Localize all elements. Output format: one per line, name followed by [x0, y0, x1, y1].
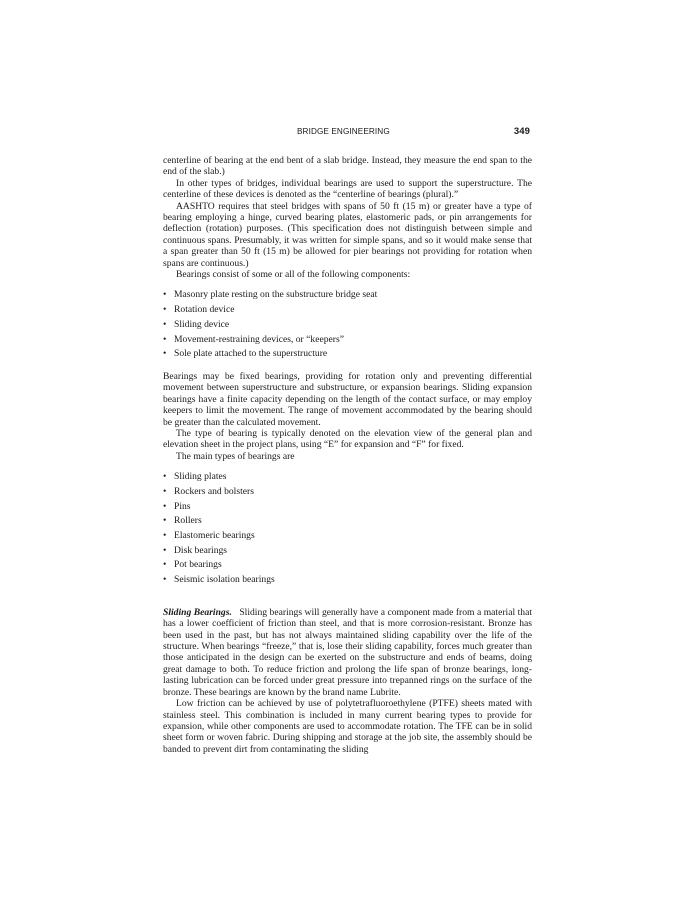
- page-number: 349: [513, 126, 530, 137]
- paragraph-sliding-bearings: [163, 607, 532, 698]
- sliding-bearings-text: Sliding bearings will generally have a component made from a material that has a lower coefficient of friction than steel, and that is more corrosion-resistant. Bronze has been used in the past, but has not always maintained sliding capability over the life of the structure. When bearings “freeze,” that is, lose their sliding capability, forces much greater than those anticipated in the design can be exerted on the substructure and ends of beams, doing great damage to both. To reduce friction and prolong the life span of bronze bearings, long-lasting lubrication can be forced under great pressure into trepanned rings on the surface of the bronze. These bearings are known by the brand name Lubrite.: [163, 606, 533, 698]
- list-item: • Seismic isolation bearings: [163, 573, 532, 588]
- list-item: • Sole plate attached to the superstructure: [163, 347, 532, 362]
- bullet-icon: •: [163, 304, 167, 316]
- list-item: • Pot bearings: [163, 558, 532, 573]
- list-item: • Masonry plate resting on the substructure bridge seat: [163, 288, 532, 303]
- running-header: [163, 125, 532, 139]
- running-header-title: BRIDGE ENGINEERING: [297, 127, 390, 136]
- bullet-icon: •: [163, 559, 167, 571]
- paragraph-fixed-expansion: Bearings may be fixed bearings, providing for rotation only and preventing differential movement between superstructure and substructure, or expansion bearings. Sliding expansion bearings have a finite capacity depending on the length of the contact surface, or may employ keepers to limit the movement. The range of movement accommodated by the bearing should be greater than the calculated movement.: [163, 370, 532, 428]
- bearing-components-list: [163, 288, 532, 362]
- section-title-sliding-bearings: Sliding Bearings.: [163, 606, 232, 618]
- bullet-icon: •: [163, 500, 167, 512]
- paragraph-ptfe: Low friction can be achieved by use of polytetrafluoroethylene (PTFE) sheets mated with stainless steel. This combination is included in many current bearing types to provide for expansion, while other components are used to accommodate rotation. The TFE can be in solid sheet form or woven fabric. During shipping and storage at the job site, the assembly should be banded to prevent dirt from contaminating the sliding: [163, 698, 532, 755]
- list-item: • Sliding device: [163, 318, 532, 333]
- paragraph-bearing-components-intro: Bearings consist of some or all of the following components:: [176, 269, 411, 281]
- paragraph-bearing-notation: The type of bearing is typically denoted on the elevation view of the general plan and elevation sheet in the project plans, using “E” for expansion and “F” for fixed.: [163, 428, 532, 451]
- bullet-icon: •: [163, 485, 167, 497]
- list-item: • Disk bearings: [163, 544, 532, 559]
- bullet-icon: •: [163, 574, 167, 586]
- paragraph-aashto-requirement: AASHTO requires that steel bridges with spans of 50 ft (15 m) or greater have a type of bearing employing a hinge, curved bearing plates, elastomeric pads, or pin arrangements for deflection (rotation) purposes. (This specification does not distinguish between simple and continuous spans. Presumably, it was written for simple spans, and so it would make sense that a span greater than 50 ft (15 m) be allowed for pier bearings not providing for rotation when spans are continuous.): [163, 200, 532, 269]
- document-page: [163, 125, 532, 755]
- bearing-types-list: [163, 470, 532, 588]
- list-item: • Movement-restraining devices, or “keepers”: [163, 333, 532, 348]
- bullet-icon: •: [163, 289, 167, 301]
- body-text: [163, 155, 532, 755]
- bullet-icon: •: [163, 530, 167, 542]
- bullet-icon: •: [163, 515, 167, 527]
- section-spacer: [163, 597, 532, 607]
- list-item: • Sliding plates: [163, 470, 532, 485]
- paragraph-continued: centerline of bearing at the end bent of a slab bridge. Instead, they measure the end span to the end of the slab.): [163, 155, 532, 178]
- paragraph-main-types-intro: The main types of bearings are: [176, 450, 295, 462]
- paragraph-individual-bearings: In other types of bridges, individual bearings are used to support the superstructure. The centerline of these devices is denoted as the “centerline of bearings (plural).”: [163, 177, 532, 201]
- list-item: • Pins: [163, 500, 532, 515]
- bullet-icon: •: [163, 544, 167, 556]
- list-item: • Rockers and bolsters: [163, 485, 532, 500]
- bullet-icon: •: [163, 318, 167, 330]
- bullet-icon: •: [163, 348, 167, 360]
- list-item: • Elastomeric bearings: [163, 529, 532, 544]
- list-item: • Rollers: [163, 514, 532, 529]
- bullet-icon: •: [163, 471, 167, 483]
- list-item: • Rotation device: [163, 303, 532, 318]
- bullet-icon: •: [163, 333, 167, 345]
